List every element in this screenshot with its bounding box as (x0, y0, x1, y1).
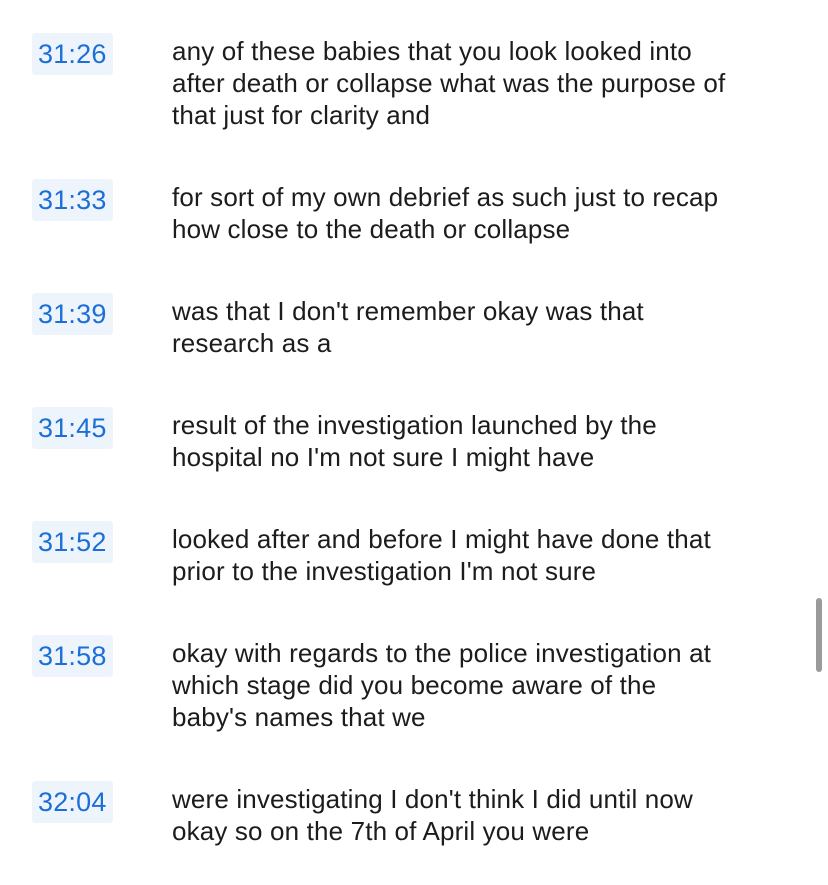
segment-line: prior to the investigation I'm not sure (172, 556, 597, 586)
segment-text (172, 295, 802, 359)
segment-text (172, 35, 802, 131)
segment-line: looked after and before I might have done that (172, 524, 711, 554)
segment-line: hospital no I'm not sure I might have (172, 442, 595, 472)
timestamp-link[interactable]: 31:52 (32, 521, 113, 563)
segment-line: okay with regards to the police investigation at (172, 638, 712, 668)
segment-line: any of these babies that you look looked into (172, 36, 692, 66)
timestamp-link[interactable]: 31:33 (32, 179, 113, 221)
segment-line: was that I don't remember okay was that (172, 296, 644, 326)
segment-line: that just for clarity and (172, 100, 431, 130)
timestamp-link[interactable]: 31:58 (32, 635, 113, 677)
segment-line: result of the investigation launched by the (172, 410, 657, 440)
timestamp-link[interactable]: 31:26 (32, 33, 113, 75)
timestamp-link[interactable]: 32:04 (32, 781, 113, 823)
segment-line: baby's names that we (172, 702, 426, 732)
segment-text (172, 523, 802, 587)
segment-text (172, 637, 802, 733)
segment-line: research as a (172, 328, 332, 358)
segment-text (172, 181, 802, 245)
segment-line: okay so on the 7th of April you were (172, 816, 590, 846)
segment-line: which stage did you become aware of the (172, 670, 657, 700)
segment-text (172, 783, 802, 847)
segment-line: were investigating I don't think I did until now (172, 784, 693, 814)
segment-text (172, 409, 802, 473)
scrollbar-thumb[interactable] (816, 598, 822, 672)
segment-line: after death or collapse what was the purpose of (172, 68, 726, 98)
segment-line: how close to the death or collapse (172, 214, 571, 244)
segment-line: for sort of my own debrief as such just to recap (172, 182, 719, 212)
timestamp-link[interactable]: 31:45 (32, 407, 113, 449)
timestamp-link[interactable]: 31:39 (32, 293, 113, 335)
